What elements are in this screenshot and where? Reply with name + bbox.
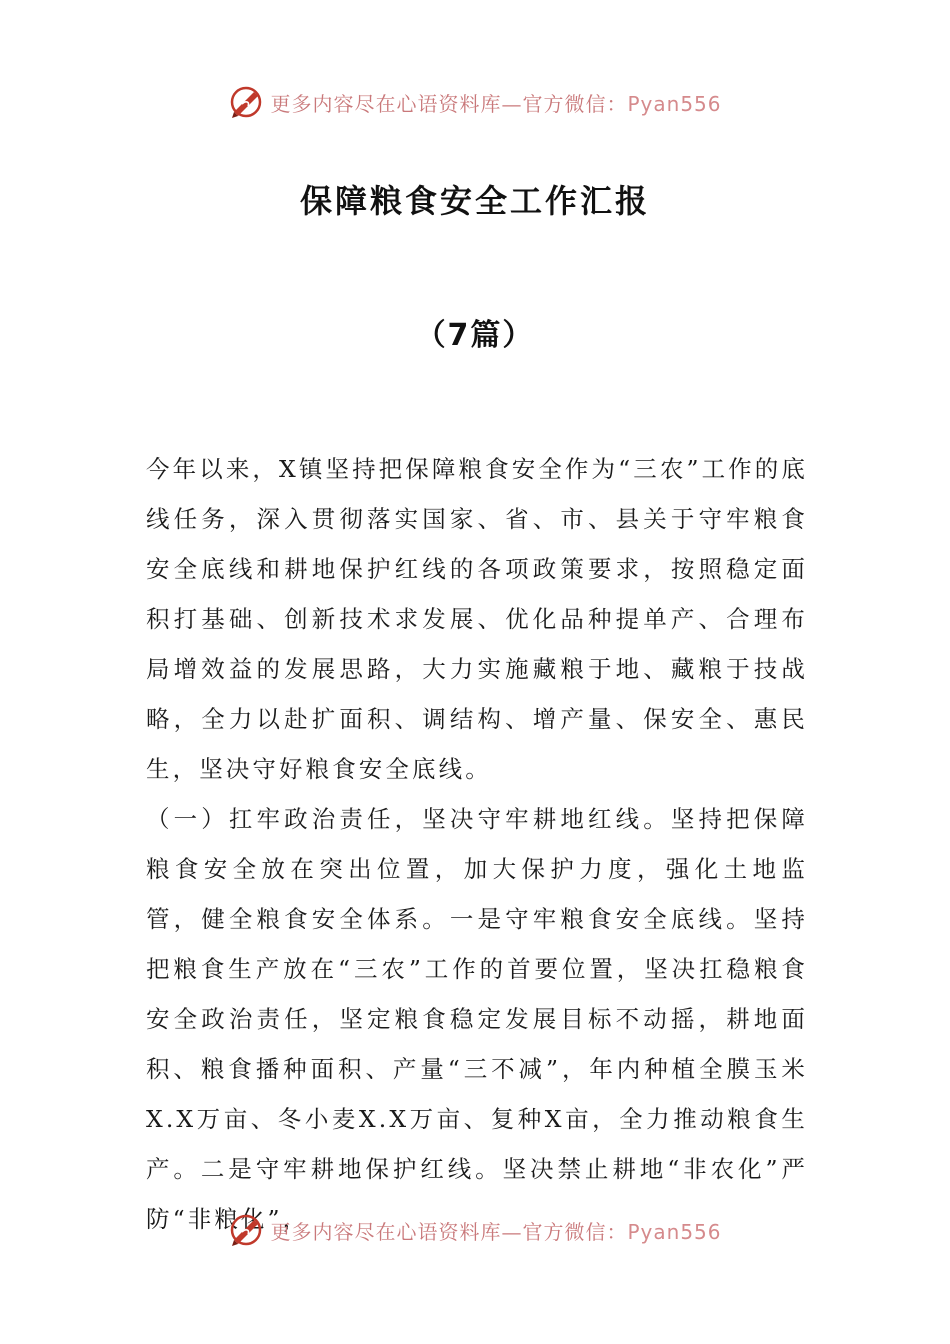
document-body [146, 444, 808, 1244]
pen-logo-icon [228, 1212, 264, 1248]
paragraph-2: （一）扛牢政治责任，坚决守牢耕地红线。坚持把保障粮食安全放在突出位置，加大保护力度，强化土地监管，健全粮食安全体系。一是守牢粮食安全底线。坚持把粮食生产放在“三农”工作的首要位置，坚决扛稳粮食安全政治责任，坚定粮食稳定发展目标不动摇，耕地面积、粮食播种面积、产量“三不减”，年内种植全膜玉米X.X万亩、冬小麦X.X万亩、复种X亩，全力推动粮食生产。二是守牢耕地保护红线。坚决禁止耕地“非农化”严防“非粮化”， [146, 805, 808, 1233]
document-subtitle: （7篇） [415, 318, 535, 353]
header-banner [0, 82, 950, 122]
wechat-id: Pyan556 [627, 91, 722, 116]
banner-text: 更多内容尽在心语资料库—官方微信：Pyan556 [270, 1219, 722, 1244]
paragraph-1: 今年以来，X镇坚持把保障粮食安全作为“三农”工作的底线任务，深入贯彻落实国家、省、市、县关于守牢粮食安全底线和耕地保护红线的各项政策要求，按照稳定面积打基础、创新技术求发展、优化品种提单产、合理布局增效益的发展思路，大力实施藏粮于地、藏粮于技战略，全力以赴扩面积、调结构、增产量、保安全、惠民生，坚决守好粮食安全底线。 [146, 455, 808, 783]
banner-text: 更多内容尽在心语资料库—官方微信：Pyan556 [270, 91, 722, 116]
pen-logo-icon [228, 84, 264, 120]
footer-banner [0, 1210, 950, 1250]
document-title: 保障粮食安全工作汇报 [299, 182, 650, 220]
wechat-id: Pyan556 [627, 1219, 722, 1244]
